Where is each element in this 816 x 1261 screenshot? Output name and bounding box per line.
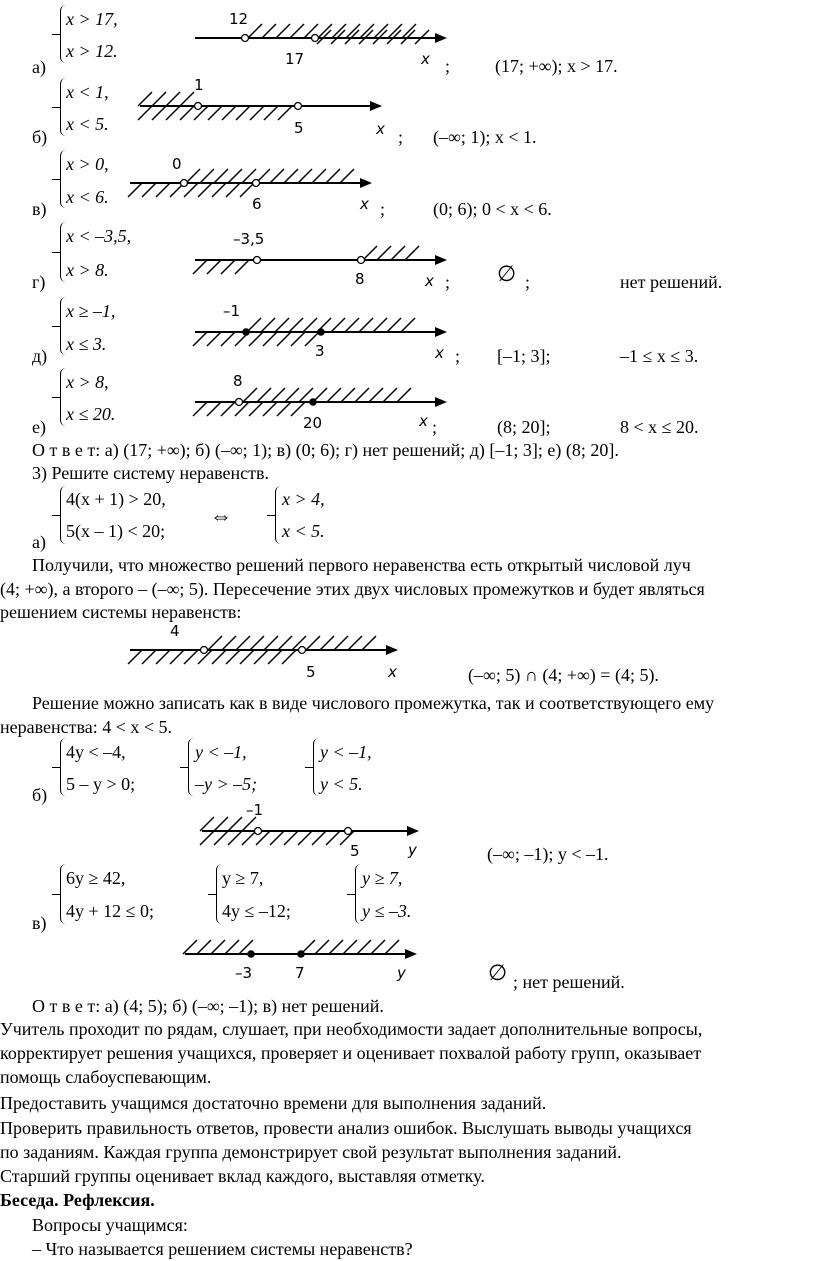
number-line-a	[185, 8, 445, 68]
tick-label: 17	[285, 50, 305, 68]
system-line: y ≥ 7,	[362, 868, 403, 888]
variant-label: а)	[32, 57, 46, 77]
separator: ;	[445, 272, 451, 292]
number-line-e	[185, 300, 445, 362]
system-line: x < 5.	[282, 521, 325, 541]
system-line: x ≤ 3.	[66, 334, 107, 354]
equivalence-symbol: ⇔	[210, 503, 232, 528]
tick-label: 5	[306, 663, 316, 681]
paragraph-line: помощь слабоуспевающим.	[0, 1067, 212, 1087]
answer: (17; +∞); x > 17.	[495, 56, 618, 76]
variant-label: а)	[32, 532, 46, 552]
answer: (8; 20];	[497, 417, 551, 437]
system-line: x < 6.	[66, 187, 109, 207]
tick-label: 8	[355, 270, 365, 288]
axis-var: x	[425, 272, 434, 290]
variant-label: в)	[32, 913, 47, 933]
system-line: y < –1,	[195, 742, 247, 762]
axis-var: y	[397, 964, 406, 982]
number-line-3c	[175, 930, 435, 992]
number-line-c	[120, 155, 390, 215]
system-line: x < 1,	[66, 82, 109, 102]
variant-label: б)	[32, 127, 48, 147]
answer: –1 ≤ x ≤ 3.	[620, 346, 699, 366]
variant-label: д)	[32, 346, 48, 366]
system-line: x ≥ –1,	[66, 301, 116, 321]
answer: нет решений.	[620, 272, 723, 292]
separator: ;	[455, 346, 461, 366]
system-line: x > 8,	[66, 372, 109, 392]
tick-label: 5	[350, 842, 360, 860]
axis-var: x	[419, 412, 428, 430]
paragraph-line: Предоставить учащимся достаточно времени для выполнения заданий.	[0, 1093, 547, 1113]
system-line: 4y + 12 ≤ 0;	[66, 901, 155, 921]
tick-label: 7	[295, 964, 305, 982]
answer-line: О т в е т: а) (4; 5); б) (–∞; –1); в) нет решений.	[32, 996, 384, 1016]
answer: (–∞; 1); x < 1.	[433, 127, 537, 147]
system-line: 4y < –4,	[66, 742, 126, 762]
tick-label: 1	[194, 76, 204, 94]
axis-var: x	[388, 663, 397, 681]
system-line: x > 8.	[66, 260, 109, 280]
paragraph-line: неравенства: 4 < x < 5.	[0, 717, 173, 737]
system-line: 4y ≤ –12;	[222, 901, 291, 921]
tick-label: –1	[223, 302, 241, 320]
tick-label: –3,5	[233, 230, 265, 248]
number-line-f	[185, 370, 445, 432]
tick-label: 4	[170, 622, 180, 640]
separator: ;	[432, 417, 438, 437]
paragraph-line: Получили, что множество решений первого неравенства есть открытый числовой луч	[32, 555, 691, 575]
separator: ;	[525, 272, 531, 292]
variant-label: б)	[32, 785, 48, 805]
empty-set-symbol: ∅	[488, 960, 508, 985]
axis-var: x	[376, 120, 385, 138]
answer: [–1; 3];	[497, 346, 551, 366]
empty-set-symbol: ∅	[497, 261, 517, 286]
system-line: x > 17,	[66, 9, 118, 29]
tick-label: 12	[229, 10, 249, 28]
system-line: x > 4,	[282, 489, 325, 509]
variant-label: е)	[32, 417, 46, 437]
system-line: 6y ≥ 42,	[66, 868, 126, 888]
system-line: y < –1,	[320, 742, 372, 762]
paragraph-line: корректирует решения учащихся, проверяет и оценивает похвалой работу групп, оказывает	[0, 1043, 702, 1063]
axis-var: y	[408, 841, 417, 859]
answer: (0; 6); 0 < x < 6.	[433, 199, 552, 219]
system-line: y ≤ –3.	[362, 901, 412, 921]
axis-var: x	[435, 344, 444, 362]
paragraph-line: Старший группы оценивает вклад каждого, выставляя отметку.	[0, 1166, 485, 1186]
tick-label: –3	[235, 964, 253, 982]
system-line: x > 0,	[66, 154, 109, 174]
tick-label: 8	[233, 372, 243, 390]
paragraph-line: (4; +∞), а второго – (–∞; 5). Пересечение этих двух числовых промежутков и будет являться	[0, 579, 705, 599]
system-line: –y > –5;	[195, 774, 258, 794]
answer-line: О т в е т: а) (17; +∞); б) (–∞; 1); в) (0; 6); г) нет решений; д) [–1; 3]; е) (8; 20].	[32, 440, 619, 460]
system-line: x < 5.	[66, 114, 109, 134]
system-line: y ≥ 7,	[222, 868, 264, 888]
system-line: 4(x + 1) > 20,	[66, 489, 166, 509]
variant-label: г)	[32, 272, 46, 292]
system-line: y < 5.	[320, 774, 363, 794]
answer: 8 < x ≤ 20.	[620, 417, 699, 437]
variant-label: в)	[32, 199, 47, 219]
axis-var: x	[360, 195, 369, 213]
axis-var: x	[421, 50, 430, 68]
system-line: x ≤ 20.	[66, 404, 116, 424]
task-heading: 3) Решите систему неравенств.	[32, 463, 269, 483]
system-line: 5 – y > 0;	[66, 774, 136, 794]
number-line-3b	[192, 803, 432, 865]
paragraph-line: по заданиям. Каждая группа демонстрирует свой результат выполнения заданий.	[0, 1142, 622, 1162]
system-line: x > 12.	[66, 41, 118, 61]
tick-label: –1	[246, 801, 264, 819]
paragraph-line: Учитель проходит по рядам, слушает, при необходимости задает дополнительные вопросы,	[0, 1019, 703, 1039]
tick-label: 20	[303, 414, 323, 432]
paragraph-line: Вопросы учащимся:	[32, 1215, 188, 1235]
answer: (–∞; 5) ∩ (4; +∞) = (4; 5).	[468, 665, 659, 685]
number-line-3a	[120, 622, 410, 684]
separator: ;	[445, 56, 451, 76]
separator: ;	[398, 127, 404, 147]
tick-label: 6	[252, 195, 262, 213]
number-line-d	[185, 228, 445, 290]
tick-label: 5	[294, 119, 304, 137]
paragraph-line: Проверить правильность ответов, провести анализ ошибок. Выслушать выводы учащихся	[0, 1118, 692, 1138]
tick-label: 0	[172, 155, 182, 173]
answer: (–∞; –1); y < –1.	[487, 844, 609, 864]
section-heading: Беседа. Рефлексия.	[0, 1190, 155, 1210]
paragraph-line: Решение можно записать как в виде числового промежутка, так и соответствующего ему	[32, 693, 715, 713]
answer: ; нет решений.	[513, 972, 625, 992]
paragraph-line: решением системы неравенств:	[0, 602, 242, 622]
separator: ;	[380, 199, 386, 219]
question-item: – Что называется решением системы неравенств?	[32, 1239, 413, 1259]
number-line-b	[130, 78, 400, 140]
system-line: 5(x – 1) < 20;	[66, 521, 166, 541]
tick-label: 3	[315, 342, 325, 360]
system-line: x < –3,5,	[66, 226, 132, 246]
